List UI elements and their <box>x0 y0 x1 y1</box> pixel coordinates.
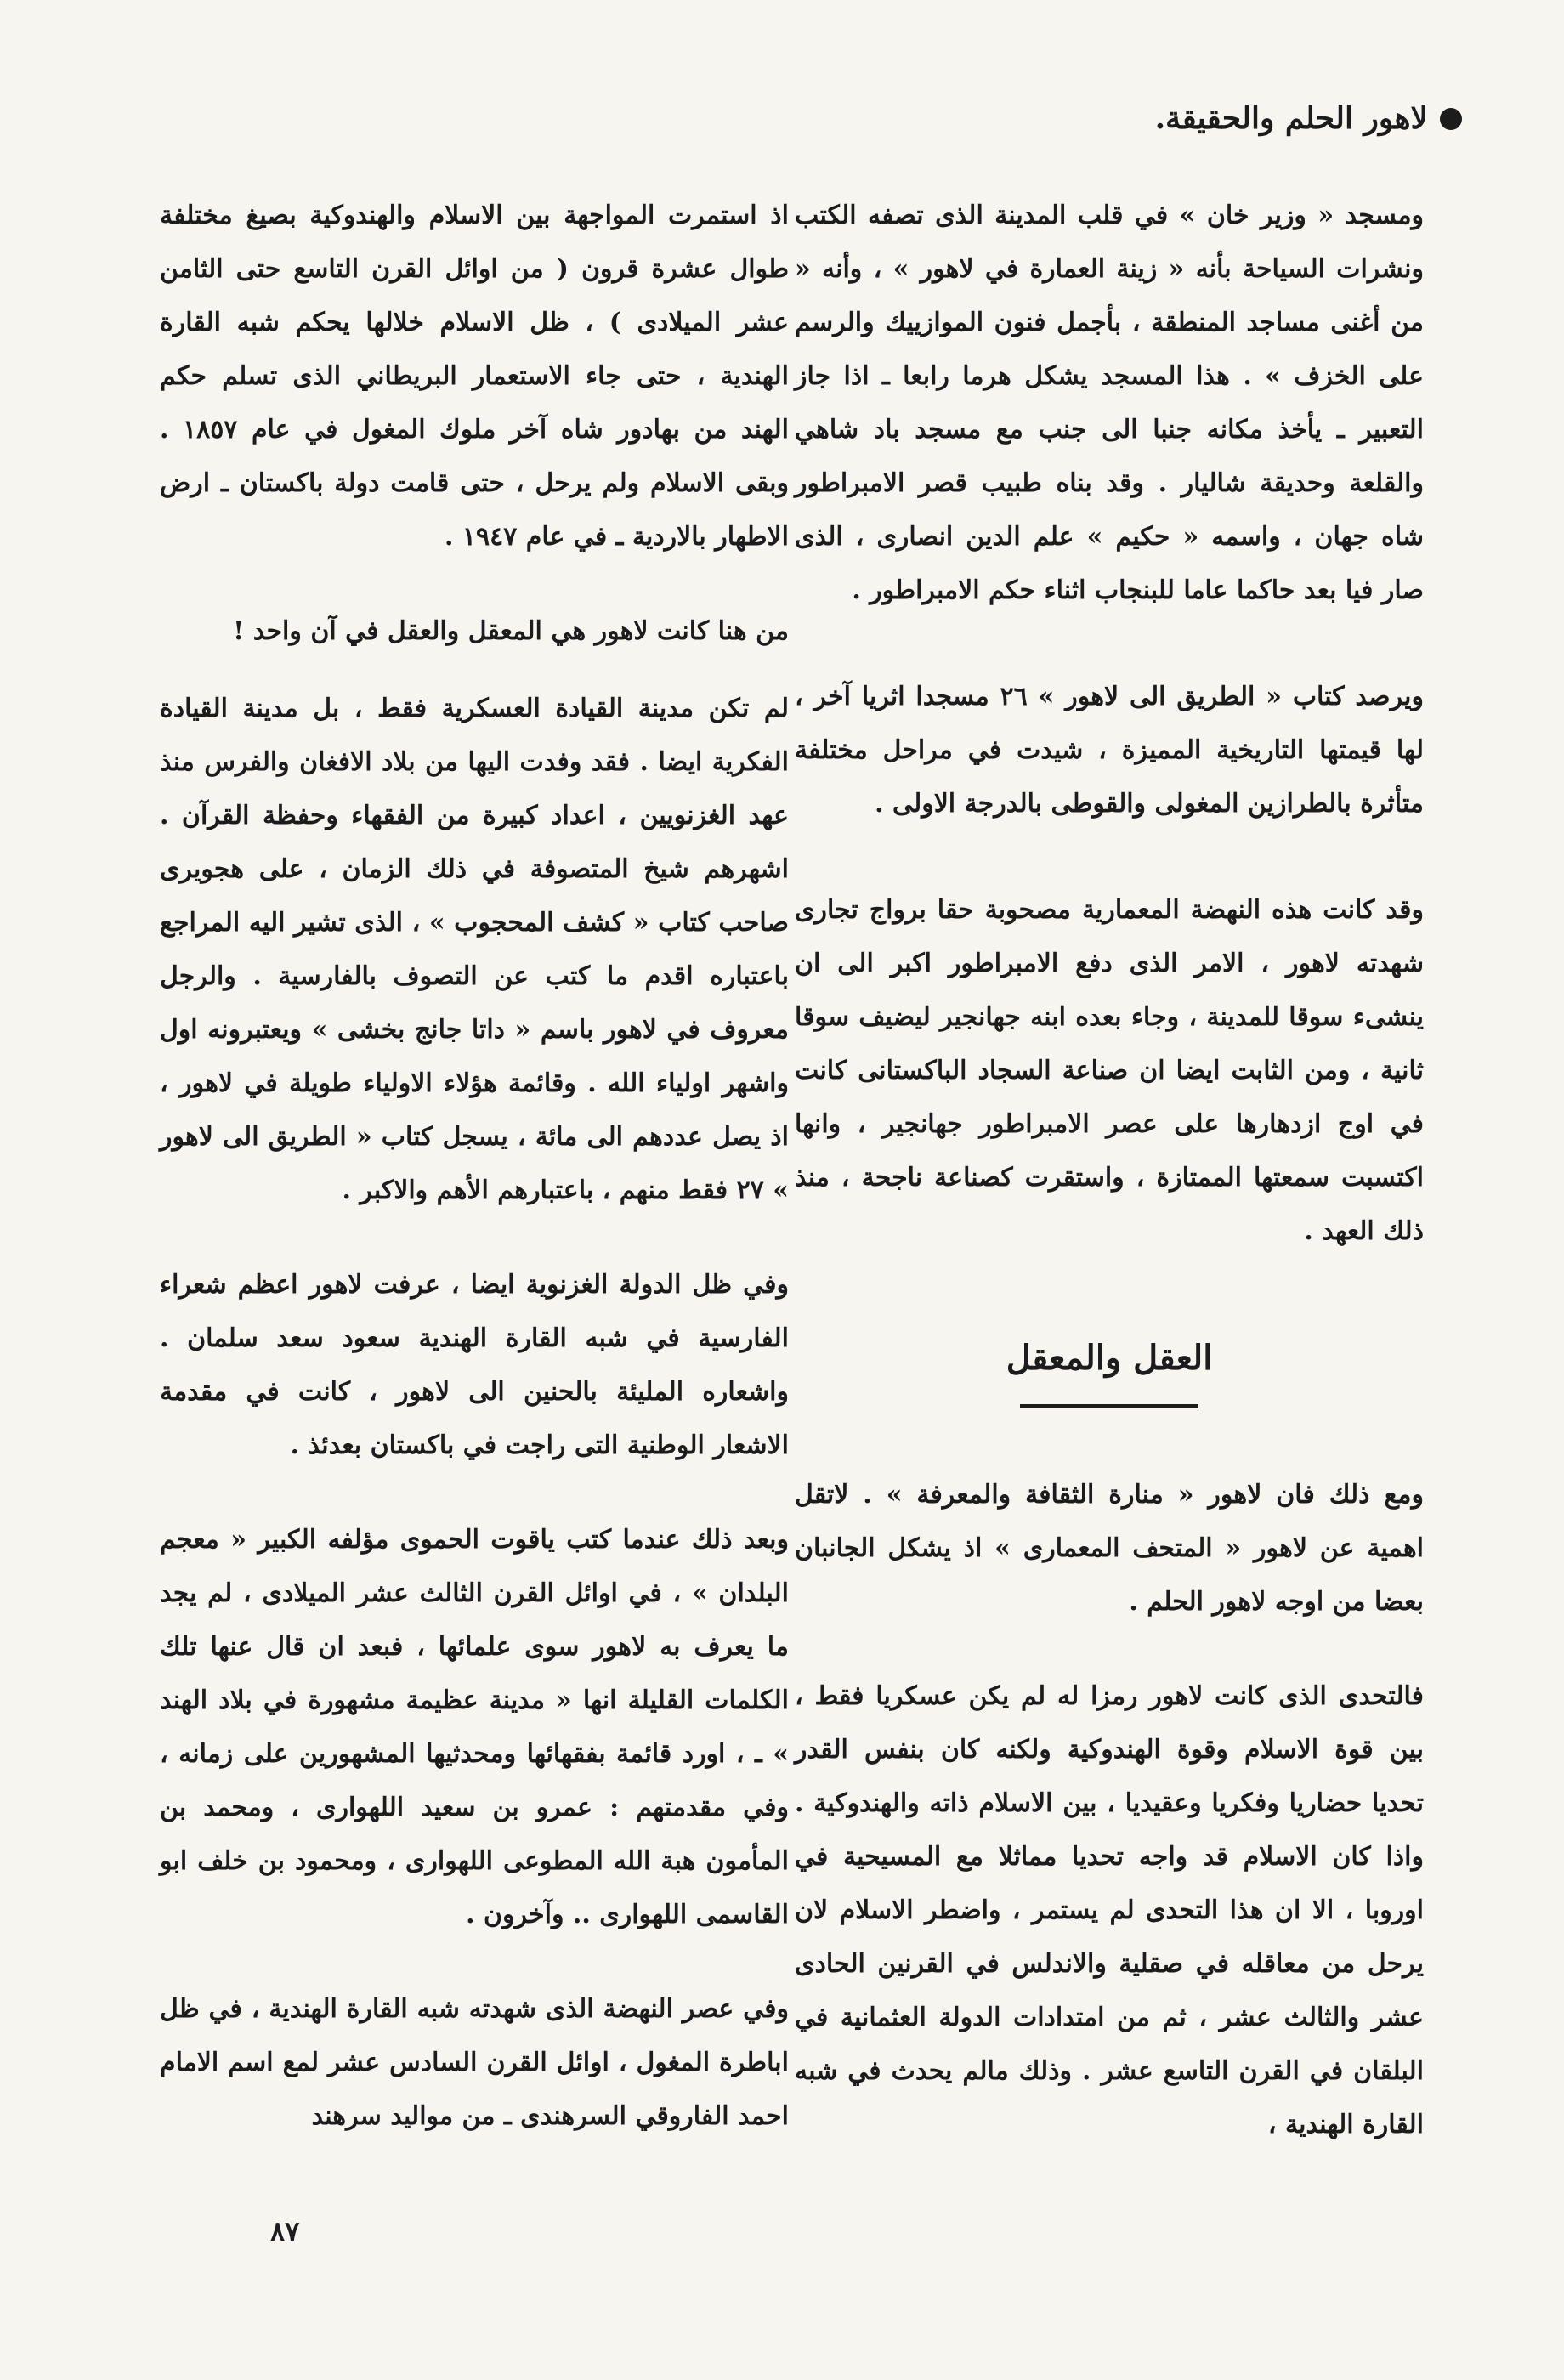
section-rule <box>1020 1404 1198 1408</box>
section-title: العقل والمعقل <box>1006 1338 1213 1378</box>
paragraph: وقد كانت هذه النهضة المعمارية مصحوبة حقا برواج تجارى شهدته لاهور ، الامر الذى دفع الامبراطور اكبر الى ان ينشىء سوقا للمدينة ، وجاء بعده ابنه جهانجير ليضيف سوقا ثانية ، ومن الثابت ايضا ان صناعة السجاد الباكستانى كانت في اوج ازدهارها على عصر الامبراطور جهانجير ، وانها اكتسبت سمعتها الممتازة ، واستقرت كصناعة ناجحة ، منذ ذلك العهد . <box>795 895 1424 1246</box>
bullet-icon <box>1440 108 1462 130</box>
paragraph: ويرصد كتاب « الطريق الى لاهور » ٢٦ مسجدا اثريا آخر ، لها قيمتها التاريخية المميزة ، شيدت في مراحل مختلفة متأثرة بالطرازين المغولى والقوطى بالدرجة الاولى . <box>795 682 1424 819</box>
paragraph: وفي ظل الدولة الغزنوية ايضا ، عرفت لاهور اعظم شعراء الفارسية في شبه القارة الهندية سعود سعد سلمان . واشعاره المليئة بالحنين الى لاهور ، كانت في مقدمة الاشعار الوطنية التى راجت في باكستان بعدئذ . <box>160 1270 789 1460</box>
left-column <box>160 189 789 2196</box>
right-column <box>795 189 1424 2204</box>
paragraph: اذ استمرت المواجهة بين الاسلام والهندوكية بصيغ مختلفة طوال عشرة قرون ( من اوائل القرن التاسع حتى الثامن عشر الميلادى ) ، ظل الاسلام خلالها يحكم شبه القارة الهندية ، حتى جاء الاستعمار البريطاني الذى تسلم حكم الهند من بهادور شاه آخر ملوك المغول في عام ١٨٥٧ . وبقى الاسلام ولم يرحل ، حتى قامت دولة باكستان ـ ارض الاطهار بالاردية ـ في عام ١٩٤٧ . <box>160 201 789 552</box>
section-heading <box>795 1336 1424 1408</box>
running-title: لاهور الحلم والحقيقة. <box>1154 100 1428 136</box>
paragraph: لم تكن مدينة القيادة العسكرية فقط ، بل مدينة القيادة الفكرية ايضا . فقد وفدت اليها من بلاد الافغان والفرس منذ عهد الغزنويين ، اعداد كبيرة من الفقهاء وحفظة القرآن . اشهرهم شيخ المتصوفة في ذلك الزمان ، على هجويرى صاحب كتاب « كشف المحجوب » ، الذى تشير اليه المراجع باعتباره اقدم ما كتب عن التصوف بالفارسية . والرجل معروف في لاهور باسم « داتا جانج بخشى » ويعتبرونه اول واشهر اولياء الله . وقائمة هؤلاء الاولياء طويلة في لاهور ، اذ يصل عددهم الى مائة ، يسجل كتاب « الطريق الى لاهور » ٢٧ فقط منهم ، باعتبارهم الأهم والاكبر . <box>160 694 789 1205</box>
paragraph: ومسجد « وزير خان » في قلب المدينة الذى تصفه الكتب ونشرات السياحة بأنه « زينة العمارة في لاهور » ، وأنه « من أغنى مساجد المنطقة ، بأجمل فنون الموازييك والرسم على الخزف » . هذا المسجد يشكل هرما رابعا ـ اذا جاز التعبير ـ يأخذ مكانه جنبا الى جنب مع مسجد باد شاهي والقلعة وحديقة شاليار . وقد بناه طبيب قصر الامبراطور شاه جهان ، واسمه « حكيم » علم الدين انصارى ، الذى صار فيا بعد حاكما عاما للبنجاب اثناء حكم الامبراطور . <box>795 201 1424 605</box>
paragraph: وبعد ذلك عندما كتب ياقوت الحموى مؤلفه الكبير « معجم البلدان » ، في اوائل القرن الثالث عشر الميلادى ، لم يجد ما يعرف به لاهور سوى علمائها ، فبعد ان قال عنها تلك الكلمات القليلة انها « مدينة عظيمة مشهورة في بلاد الهند » ـ ، اورد قائمة بفقهائها ومحدثيها المشهورين على زمانه ، وفي مقدمتهم : عمرو بن سعيد اللهوارى ، ومحمد بن المأمون هبة الله المطوعى اللهوارى ، ومحمود بن خلف ابو القاسمى اللهوارى .. وآخرون . <box>160 1525 789 1930</box>
paragraph: من هنا كانت لاهور هي المعقل والعقل في آن واحد ! <box>233 616 789 646</box>
paragraph: ومع ذلك فان لاهور « منارة الثقافة والمعرفة » . لاتقل اهمية عن لاهور « المتحف المعمارى » اذ يشكل الجانبان بعضا من اوجه لاهور الحلم . <box>795 1480 1424 1617</box>
paragraph: وفي عصر النهضة الذى شهدته شبه القارة الهندية ، في ظل اباطرة المغول ، اوائل القرن السادس عشر لمع اسم الامام احمد الفاروقي السرهندى ـ من مواليد سرهند <box>160 1994 789 2131</box>
running-head <box>102 100 1462 137</box>
page-number: ٨٧ <box>270 2215 300 2247</box>
paragraph: فالتحدى الذى كانت لاهور رمزا له لم يكن عسكريا فقط ، بين قوة الاسلام وقوة الهندوكية ولكنه كان بنفس القدر تحديا حضاريا وفكريا وعقيديا ، بين الاسلام ذاته والهندوكية . واذا كان الاسلام قد واجه تحديا مماثلا مع المسيحية في اوروبا ، الا ان هذا التحدى لم يستمر ، واضطر الاسلام لان يرحل من معاقله في صقلية والاندلس في القرنين الحادى عشر والثالث عشر ، ثم من امتدادات الدولة العثمانية في البلقان في القرن التاسع عشر . وذلك مالم يحدث في شبه القارة الهندية ، <box>795 1681 1424 2139</box>
